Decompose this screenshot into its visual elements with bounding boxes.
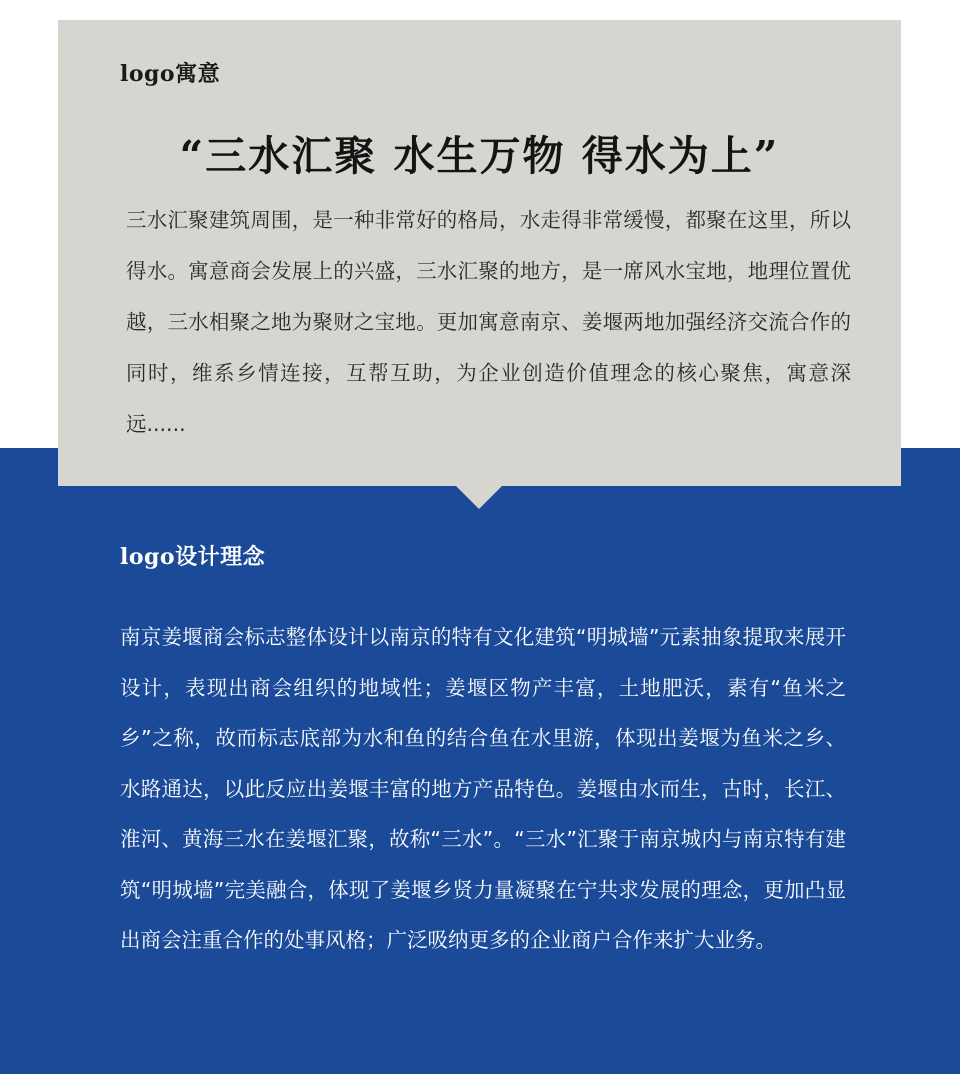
card-pointer-triangle xyxy=(455,485,503,509)
logo-meaning-body: 三水汇聚建筑周围，是一种非常好的格局，水走得非常缓慢，都聚在这里，所以得水。寓意商会发展上的兴盛，三水汇聚的地方，是一席风水宝地，地理位置优越，三水相聚之地为聚财之宝地。更加寓意南京、姜堰两地加强经济交流合作的同时，维系乡情连接，互帮互助，为企业创造价值理念的核心聚焦，寓意深远...... xyxy=(126,208,851,436)
logo-design-body: 南京姜堰商会标志整体设计以南京的特有文化建筑“明城墙”元素抽象提取来展开设计，表现出商会组织的地域性；姜堰区物产丰富，土地肥沃，素有“鱼米之乡”之称，故而标志底部为水和鱼的结合鱼在水里游，体现出姜堰为鱼米之乡、水路通达，以此反应出姜堰丰富的地方产品特色。姜堰由水而生，古时，长江、淮河、黄海三水在姜堰汇聚，故称“三水”。“三水”汇聚于南京城内与南京特有建筑“明城墙”完美融合，体现了姜堰乡贤力量凝聚在宁共求发展的理念，更加凸显出商会注重合作的处事风格；广泛吸纳更多的企业商户合作来扩大业务。 xyxy=(120,625,846,952)
logo-meaning-label: logo寓意 xyxy=(120,61,221,87)
logo-design-label: logo设计理念 xyxy=(120,544,266,570)
logo-meaning-headline: “三水汇聚 水生万物 得水为上” xyxy=(179,132,780,180)
logo-meaning-card xyxy=(58,20,901,486)
